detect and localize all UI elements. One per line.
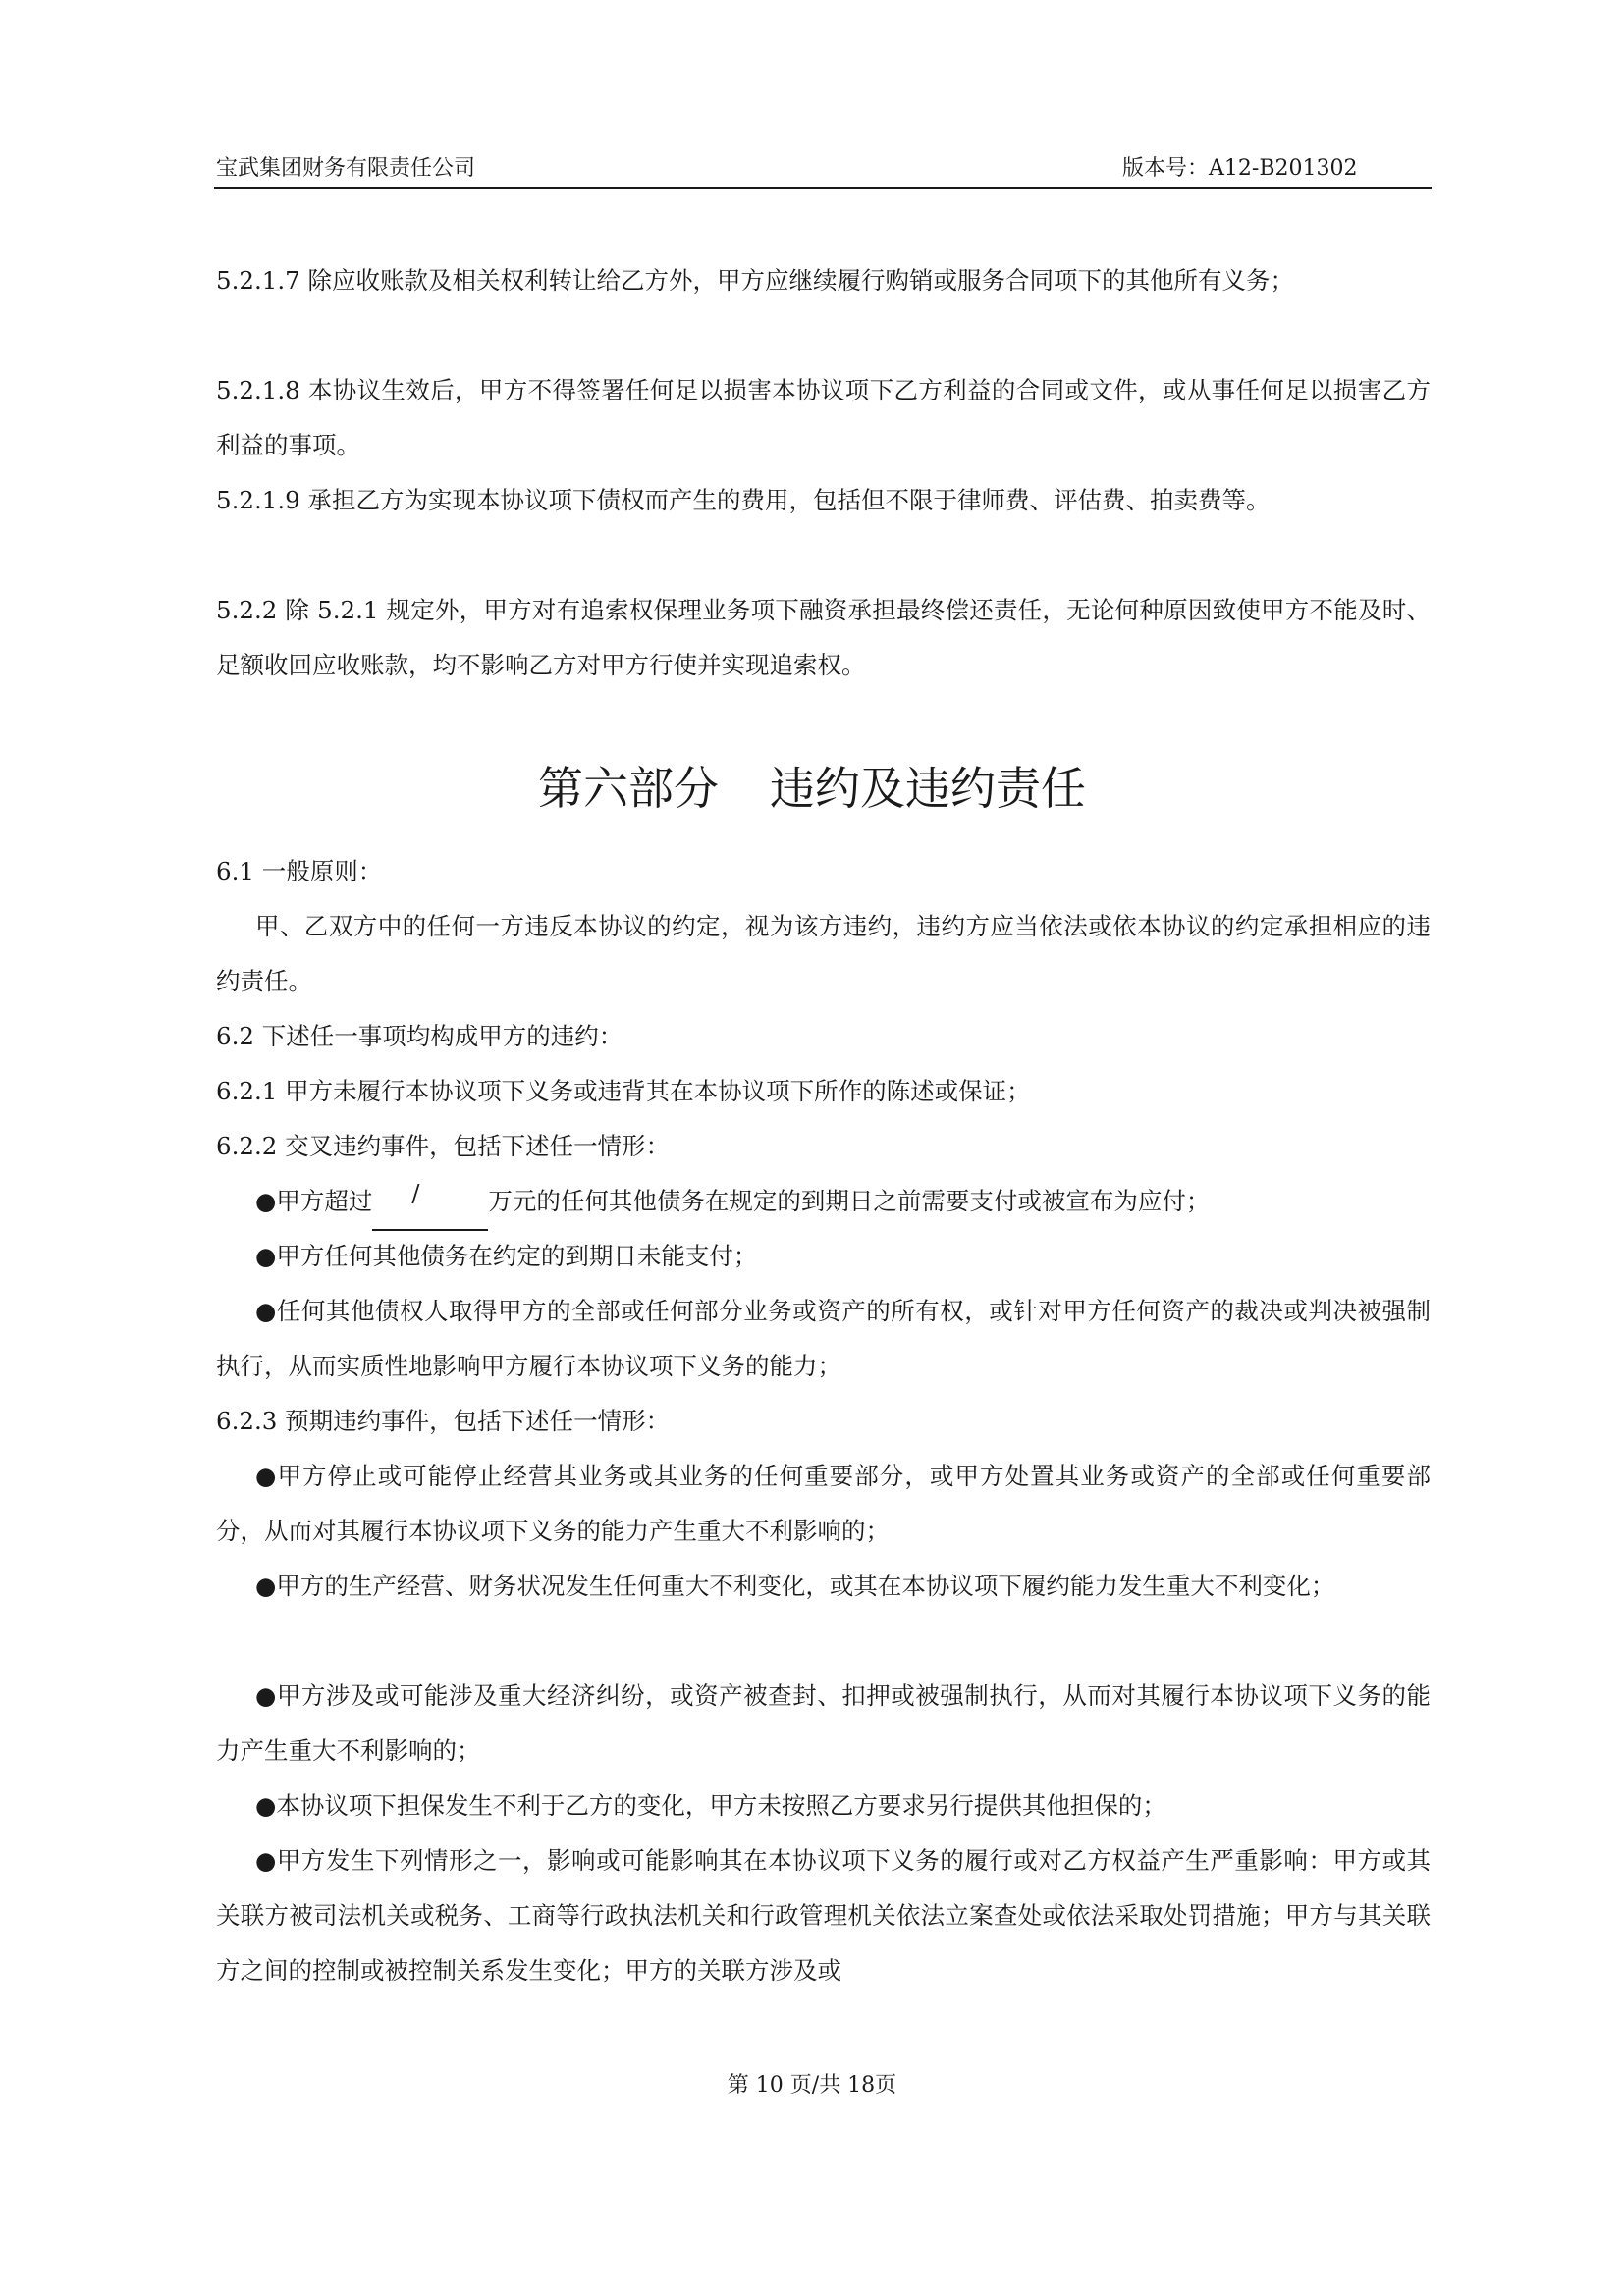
section-name: 违约及违约责任 [770,762,1086,815]
clause-6-2-2-heading: 6.2.2 交叉违约事件，包括下述任一情形： [216,1132,671,1160]
clause-6-2-3-heading: 6.2.3 预期违约事件，包括下述任一情形： [216,1407,671,1435]
clause-5-2-1-7: 5.2.1.7 除应收账款及相关权利转让给乙方外，甲方应继续履行购销或服务合同项下的其他所有义务； [216,266,1294,294]
anticipatory-default-item-4 [216,1779,1431,1834]
cross-default-1-suffix: 万元的任何其他债务在规定的到期日之前需要支付或被宣布为应付； [488,1187,1211,1215]
cross-default-1-prefix: 甲方超过 [276,1187,373,1215]
cross-default-3-text: 任何其他债权人取得甲方的全部或任何部分业务或资产的所有权，或针对甲方任何资产的裁决或判决被强制执行，从而实质性地影响甲方履行本协议项下义务的能力； [216,1297,1431,1380]
clause-5-2-1-9: 5.2.1.9 承担乙方为实现本协议项下债权而产生的费用，包括但不限于律师费、评估费、拍卖费等。 [216,486,1271,514]
section-part: 第六部分 [538,762,719,815]
amount-blank-slash: / [411,1180,420,1207]
anticipatory-default-item-2 [216,1559,1431,1614]
clause-6-1-heading: 6.1 一般原则： [216,857,383,885]
company-name: 宝武集团财务有限责任公司 [216,156,476,181]
anticipatory-default-1-text: 甲方停止或可能停止经营其业务或其业务的任何重要部分，或甲方处置其业务或资产的全部或任何重要部分，从而对其履行本协议项下义务的能力产生重大不利影响的； [216,1462,1431,1545]
bullet-icon: ● [255,1682,277,1710]
clause-6-1-body: 甲、乙双方中的任何一方违反本协议的约定，视为该方违约，违约方应当依法或依本协议的约定承担相应的违约责任。 [216,912,1431,995]
clause-5-2-1-8: 5.2.1.8 本协议生效后，甲方不得签署任何足以损害本协议项下乙方利益的合同或文件，或从事任何足以损害乙方利益的事项。 [216,376,1431,459]
clause-6-2-1: 6.2.1 甲方未履行本协议项下义务或违背其在本协议项下所作的陈述或保证； [216,1077,1031,1105]
anticipatory-default-item-5 [216,1834,1431,1999]
anticipatory-default-5-text: 甲方发生下列情形之一，影响或可能影响其在本协议项下义务的履行或对乙方权益产生严重影响：甲方或其关联方被司法机关或税务、工商等行政执法机关和行政管理机关依法立案查处或依法采取处罚措施；甲方与其关联方之间的控制或被控制关系发生变化；甲方的关联方涉及或 [216,1846,1431,1985]
anticipatory-default-4-text: 本协议项下担保发生不利于乙方的变化，甲方未按照乙方要求另行提供其他担保的； [276,1791,1166,1820]
bullet-icon: ● [255,1791,277,1820]
bullet-icon: ● [255,1846,277,1875]
anticipatory-default-3-text: 甲方涉及或可能涉及重大经济纠纷，或资产被查封、扣押或被强制执行，从而对其履行本协议项下义务的能力产生重大不利影响的； [216,1682,1431,1765]
cross-default-2-text: 甲方任何其他债务在约定的到期日未能支付； [276,1242,758,1270]
section-title [0,754,1624,823]
anticipatory-default-item-3 [216,1669,1431,1779]
cross-default-item-1 [216,1174,1431,1231]
amount-blank [372,1174,488,1231]
header-divider [214,187,1432,189]
clause-5-2-2: 5.2.2 除 5.2.1 规定外，甲方对有追索权保理业务项下融资承担最终偿还责任，无论何种原因致使甲方不能及时、足额收回应收账款，均不影响乙方对甲方行使并实现追索权。 [216,596,1431,679]
anticipatory-default-2-text: 甲方的生产经营、财务状况发生任何重大不利变化，或其在本协议项下履约能力发生重大不利变化； [276,1572,1335,1600]
clause-6-2-heading: 6.2 下述任一事项均构成甲方的违约： [216,1022,623,1050]
cross-default-item-3 [216,1284,1431,1394]
bullet-icon: ● [255,1242,277,1270]
bullet-icon: ● [255,1462,278,1490]
cross-default-item-2 [216,1229,1431,1284]
anticipatory-default-item-1 [216,1449,1431,1559]
version-number: 版本号：A12-B201302 [1122,156,1358,181]
bullet-icon: ● [255,1297,277,1325]
page-number: 第 10 页/共 18页 [727,2073,897,2098]
bullet-icon: ● [255,1572,277,1600]
bullet-icon: ● [255,1187,277,1215]
